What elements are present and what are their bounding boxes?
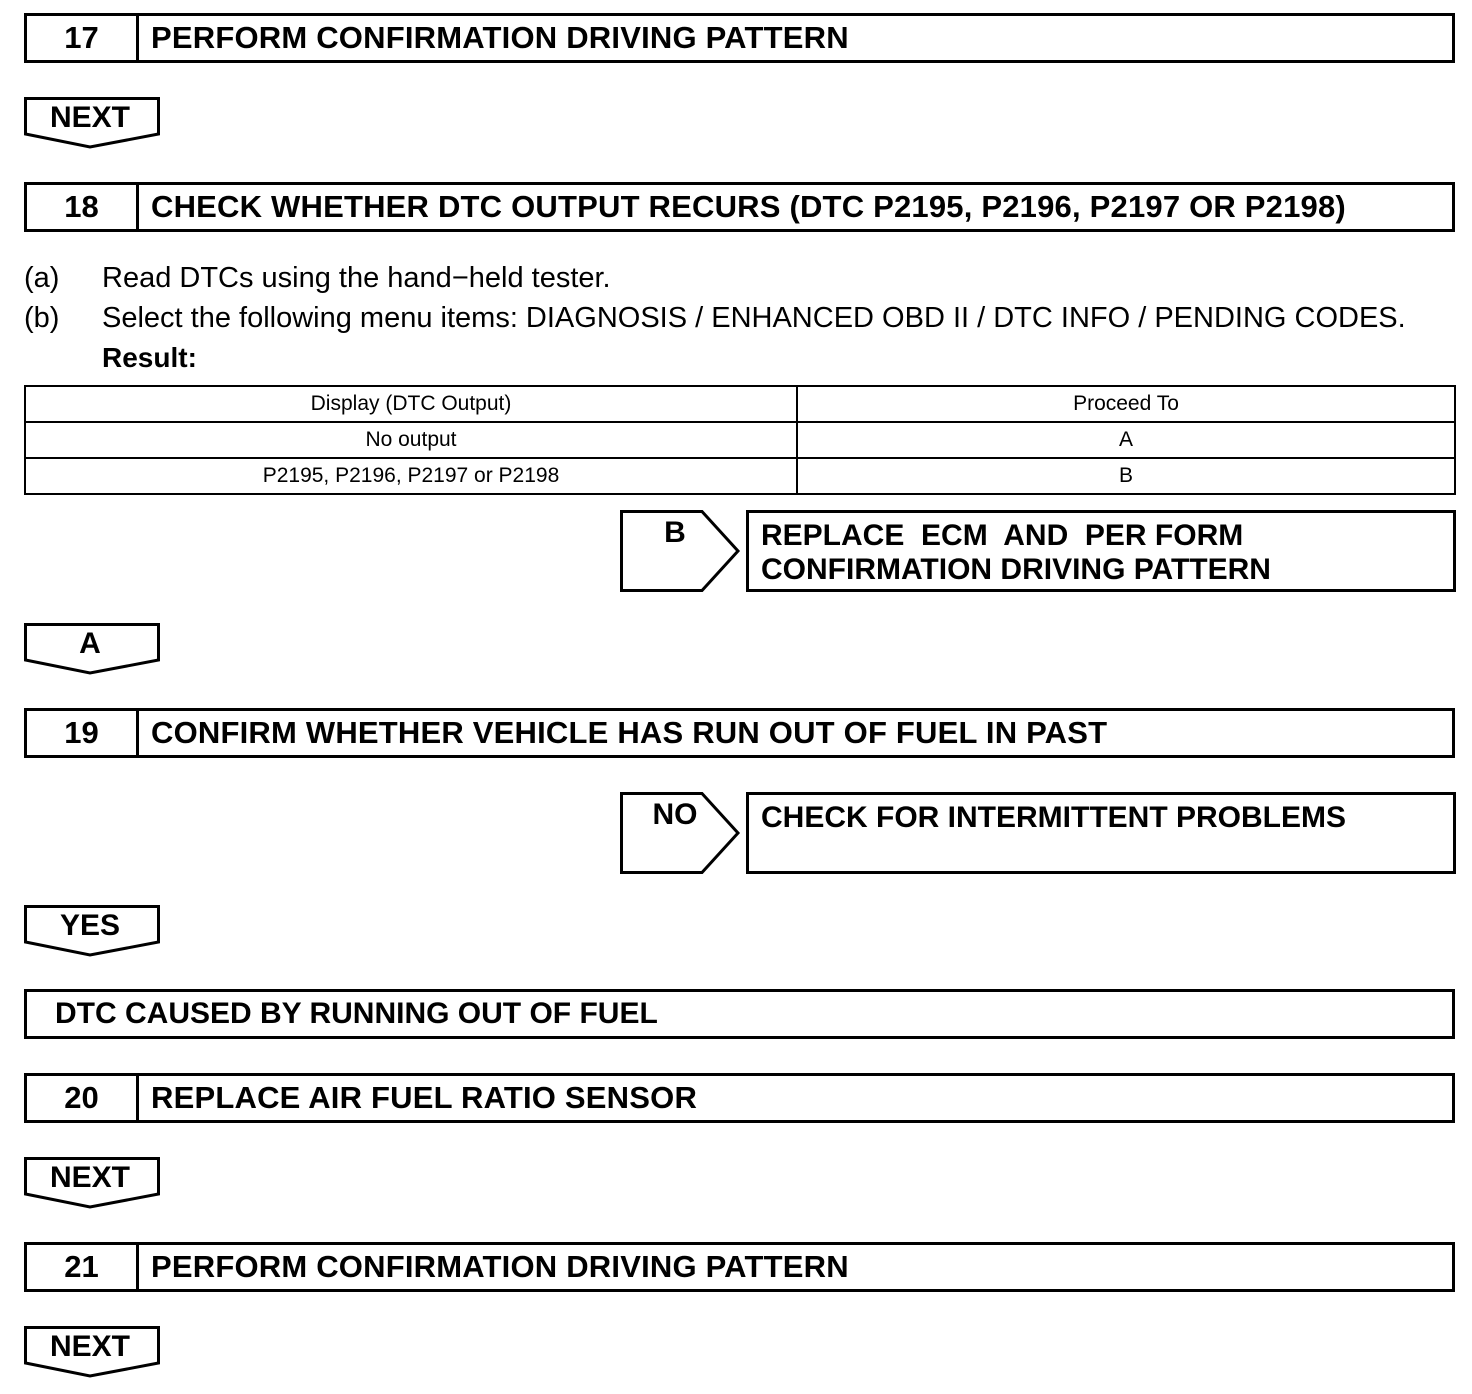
step-number: 21 xyxy=(27,1245,139,1289)
flow-a-arrow xyxy=(24,623,160,675)
step-number: 18 xyxy=(27,185,139,229)
table-cell: P2195, P2196, P2197 or P2198 xyxy=(25,458,797,494)
flow-label: NEXT xyxy=(49,101,130,134)
table-row xyxy=(25,422,1455,458)
step-20-header xyxy=(24,1073,1455,1123)
table-cell: No output xyxy=(25,422,797,458)
table-header-row xyxy=(25,386,1455,422)
step-title: CONFIRM WHETHER VEHICLE HAS RUN OUT OF FUEL IN PAST xyxy=(151,715,1108,750)
step-17-header xyxy=(24,13,1455,63)
branch-action-box xyxy=(746,792,1456,874)
step-title: CHECK WHETHER DTC OUTPUT RECURS (DTC P2195, P2196, P2197 OR P2198) xyxy=(151,189,1346,224)
step-title: PERFORM CONFIRMATION DRIVING PATTERN xyxy=(151,20,849,55)
flow-yes-arrow xyxy=(24,905,160,957)
table-cell: B xyxy=(797,458,1455,494)
step-21-header xyxy=(24,1242,1455,1292)
table-row xyxy=(25,458,1455,494)
result-table xyxy=(24,385,1456,495)
next-arrow-3 xyxy=(24,1326,160,1378)
table-cell: A xyxy=(797,422,1455,458)
branch-b xyxy=(620,510,1456,592)
flow-label: A xyxy=(79,627,101,660)
flow-label: NEXT xyxy=(49,1161,130,1194)
branch-label: B xyxy=(664,516,686,549)
branch-action-box xyxy=(746,510,1456,592)
procedure-text: Select the following menu items: DIAGNOSIS / ENHANCED OBD II / DTC INFO / PENDING CODES. xyxy=(102,302,1406,334)
step-number: 19 xyxy=(27,711,139,755)
flow-label: YES xyxy=(59,909,121,942)
step-19-header xyxy=(24,708,1455,758)
result-label: Result: xyxy=(102,342,197,373)
procedure-tag: (a) xyxy=(24,262,60,294)
branch-action-line: REPLACE ECM AND PER FORM xyxy=(761,519,1244,552)
fuel-result-box: DTC CAUSED BY RUNNING OUT OF FUEL xyxy=(24,989,1455,1039)
table-header: Proceed To xyxy=(797,386,1455,422)
next-arrow-2 xyxy=(24,1157,160,1209)
procedure-text: Read DTCs using the hand−held tester. xyxy=(102,262,611,294)
branch-action-line: CONFIRMATION DRIVING PATTERN xyxy=(761,553,1271,586)
step-title: PERFORM CONFIRMATION DRIVING PATTERN xyxy=(151,1249,849,1284)
flow-label: NEXT xyxy=(49,1330,130,1363)
branch-label: NO xyxy=(652,798,698,831)
next-arrow-1 xyxy=(24,97,160,149)
step-number: 20 xyxy=(27,1076,139,1120)
branch-no xyxy=(620,792,1456,874)
table-header: Display (DTC Output) xyxy=(25,386,797,422)
branch-action-line: CHECK FOR INTERMITTENT PROBLEMS xyxy=(761,801,1346,834)
step-18-header xyxy=(24,182,1455,232)
step-number: 17 xyxy=(27,16,139,60)
step-title: REPLACE AIR FUEL RATIO SENSOR xyxy=(151,1080,698,1115)
procedure-tag: (b) xyxy=(24,302,60,334)
